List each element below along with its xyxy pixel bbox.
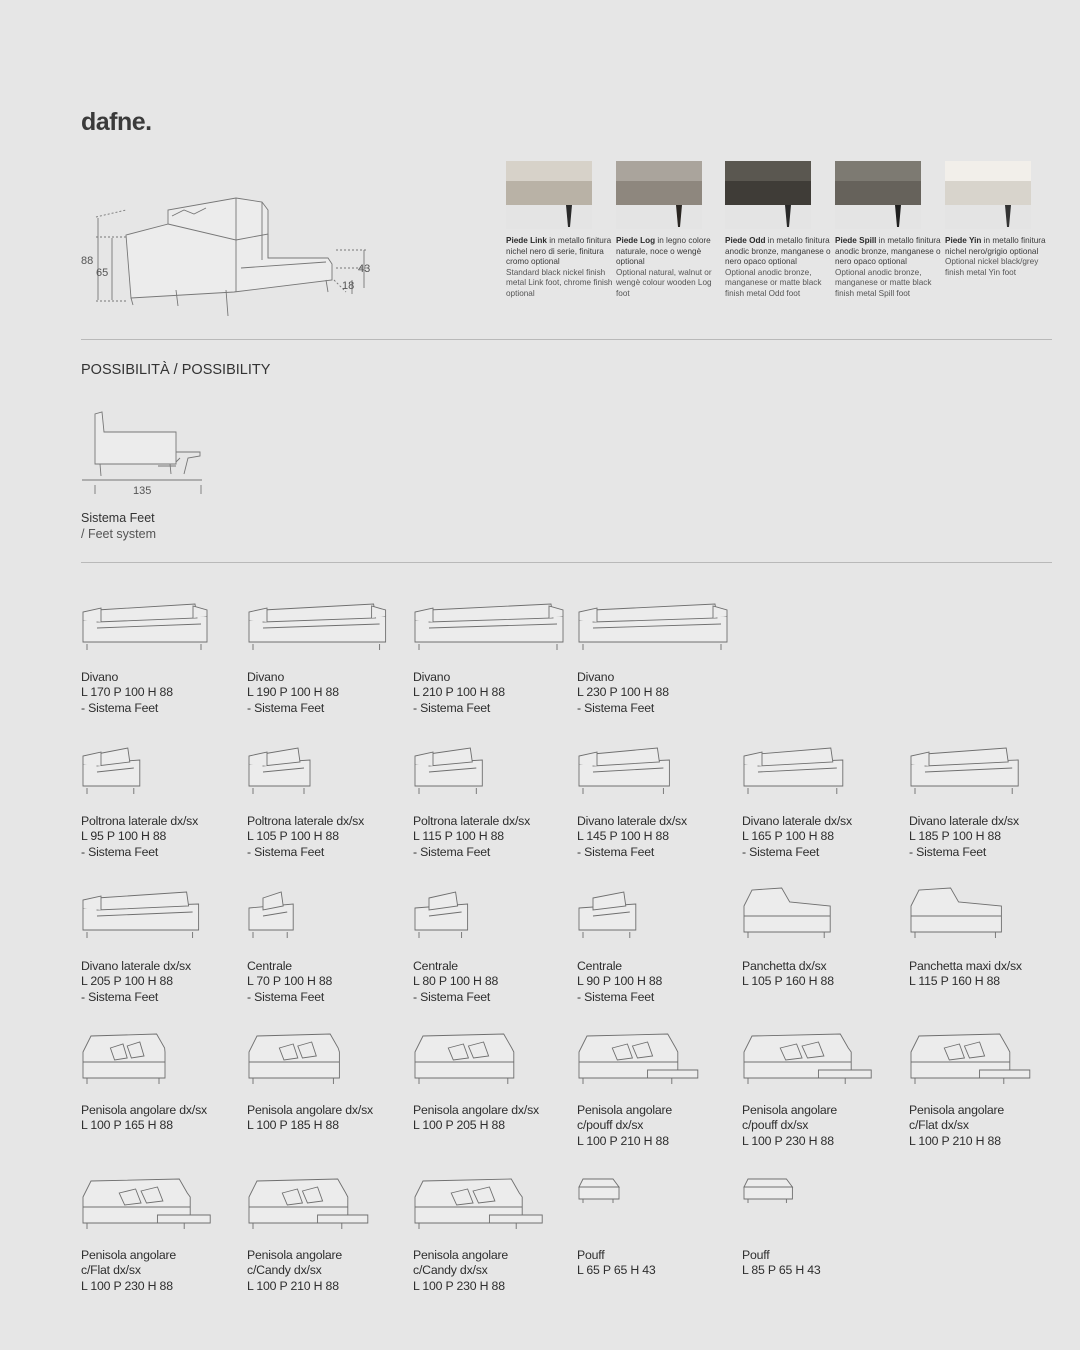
module-label-line: c/Flat dx/sx — [81, 1263, 141, 1278]
module-drawing — [247, 884, 407, 950]
module-label-line: L 80 P 100 H 88 — [413, 974, 499, 989]
module-drawing — [577, 596, 737, 662]
module-label — [742, 1103, 837, 1149]
foot-caption — [616, 236, 726, 299]
module-label-line: L 115 P 100 H 88 — [413, 829, 504, 844]
module-label — [909, 814, 1019, 860]
module-feet — [419, 788, 476, 794]
possibility-en: POSSIBILITY — [181, 362, 271, 378]
module-label-line: Penisola angolare dx/sx — [81, 1103, 207, 1117]
module-drawing — [742, 740, 902, 806]
module-label — [81, 959, 191, 1005]
module-drawing — [577, 884, 737, 950]
feet-system-label — [81, 510, 156, 542]
module-label-line: Divano laterale dx/sx — [577, 814, 687, 828]
module-label — [577, 670, 669, 716]
section-title-possibility — [81, 362, 270, 378]
module-line — [579, 1179, 619, 1187]
module-label-line: Penisola angolare — [413, 1248, 509, 1262]
module-label-line: L 100 P 230 H 88 — [742, 1133, 834, 1148]
module-label — [577, 1248, 656, 1279]
module-feet — [87, 932, 193, 938]
module-feet — [87, 1078, 159, 1084]
feet-system-dim: 135 — [133, 485, 152, 497]
module-feet — [748, 1078, 845, 1084]
module-line — [579, 1187, 619, 1199]
module-label-line: L 100 P 210 H 88 — [909, 1133, 1001, 1148]
module-label-line: Divano laterale dx/sx — [81, 959, 191, 973]
module-line — [83, 608, 101, 622]
module-feet — [87, 788, 134, 794]
module-label — [247, 959, 332, 1005]
module-label-line: L 165 P 100 H 88 — [742, 829, 834, 844]
module-line — [193, 606, 207, 618]
module-feet — [583, 1078, 672, 1084]
module-label-line: Divano — [81, 670, 119, 684]
module-label-line: L 65 P 65 H 43 — [577, 1263, 656, 1278]
foot-it: in legno colore naturale, noce o wengè optional — [616, 236, 711, 266]
module-label-line: - Sistema Feet — [577, 844, 655, 859]
module-label — [577, 959, 662, 1005]
module-label-line: Penisola angolare dx/sx — [247, 1103, 373, 1117]
module-line — [744, 1179, 792, 1187]
module-label-line: Centrale — [577, 959, 622, 973]
module-label-line: - Sistema Feet — [742, 844, 820, 859]
module-drawing — [413, 1175, 573, 1241]
module-label-line: Penisola angolare — [577, 1103, 673, 1117]
module-drawing — [577, 1030, 737, 1096]
module-feet — [583, 932, 630, 938]
dim-18: 18 — [342, 280, 355, 292]
module-feet — [583, 1199, 613, 1203]
foot-caption — [945, 236, 1055, 278]
module-drawing — [247, 740, 407, 806]
module-label — [742, 1248, 821, 1279]
feet-system-label-it: Sistema Feet — [81, 511, 155, 525]
module-label-line: Centrale — [413, 959, 458, 973]
foot-name: Piede Link — [506, 236, 547, 245]
module-feet — [915, 1078, 1004, 1084]
module-label-line: Pouff — [577, 1248, 605, 1262]
module-label — [577, 814, 687, 860]
possibility-sep: / — [169, 362, 182, 378]
foot-en: Optional anodic bronze, manganese or matte black finish metal Odd foot — [725, 267, 822, 298]
module-line — [489, 1215, 542, 1223]
module-label — [247, 814, 364, 860]
module-label — [247, 1248, 342, 1294]
module-line — [911, 752, 929, 766]
foot-it: in metallo finitura nichel nero/grigio optional — [945, 236, 1046, 256]
module-label-line: Poltrona laterale dx/sx — [413, 814, 531, 828]
module-feet — [748, 1199, 786, 1203]
foot-name: Piede Log — [616, 236, 656, 245]
module-feet — [253, 788, 304, 794]
module-drawing — [909, 740, 1069, 806]
module-line — [249, 752, 267, 766]
module-feet — [748, 788, 837, 794]
module-drawing — [81, 596, 241, 662]
module-label-line: c/pouff dx/sx — [742, 1118, 809, 1133]
module-drawing — [81, 1175, 241, 1241]
module-label-line: Penisola angolare dx/sx — [413, 1103, 539, 1117]
foot-en: Optional anodic bronze, manganese or matte black finish metal Spill foot — [835, 267, 932, 298]
module-label-line: Centrale — [247, 959, 292, 973]
foot-option-odd — [725, 161, 837, 299]
module-label-line: Divano — [247, 670, 285, 684]
foot-photo — [725, 161, 811, 229]
module-feet — [253, 1223, 342, 1229]
module-line — [744, 752, 762, 766]
module-feet — [253, 644, 380, 650]
module-label-line: - Sistema Feet — [413, 844, 491, 859]
module-line — [818, 1070, 871, 1078]
module-line — [372, 606, 386, 618]
foot-name: Piede Yin — [945, 236, 982, 245]
module-feet — [583, 644, 721, 650]
module-label-line: Penisola angolare — [909, 1103, 1005, 1117]
module-drawing — [81, 884, 241, 950]
module-drawing — [577, 1175, 737, 1241]
module-label — [247, 1103, 373, 1134]
module-label-line: c/pouff dx/sx — [577, 1118, 644, 1133]
module-label-line: - Sistema Feet — [81, 844, 159, 859]
module-label-line: L 100 P 205 H 88 — [413, 1118, 505, 1133]
module-label-line: L 90 P 100 H 88 — [577, 974, 663, 989]
module-label-line: Poltrona laterale dx/sx — [81, 814, 199, 828]
module-line — [579, 752, 597, 766]
module-label — [413, 814, 530, 860]
module-label-line: L 70 P 100 H 88 — [247, 974, 333, 989]
module-label-line: L 100 P 210 H 88 — [577, 1133, 669, 1148]
module-drawing — [413, 596, 573, 662]
foot-caption — [835, 236, 945, 299]
module-label-line: L 230 P 100 H 88 — [577, 685, 669, 700]
module-drawing — [413, 884, 573, 950]
foot-option-link — [506, 161, 618, 299]
module-drawing — [247, 596, 407, 662]
module-drawing — [742, 1030, 902, 1096]
module-label-line: L 95 P 100 H 88 — [81, 829, 167, 844]
foot-en: Standard black nickel finish metal Link foot, chrome finish optional — [506, 267, 613, 298]
module-feet — [419, 1078, 508, 1084]
module-feet — [419, 932, 462, 938]
module-label-line: Divano laterale dx/sx — [909, 814, 1019, 828]
module-label-line: L 170 P 100 H 88 — [81, 685, 173, 700]
module-feet — [87, 644, 201, 650]
module-line — [744, 888, 830, 932]
divider — [81, 339, 1052, 340]
module-line — [318, 1215, 368, 1223]
foot-option-yin — [945, 161, 1057, 278]
module-line — [549, 606, 563, 618]
module-label-line: L 205 P 100 H 88 — [81, 974, 173, 989]
module-label — [742, 959, 834, 990]
module-label-line: Divano — [413, 670, 451, 684]
module-label-line: L 105 P 100 H 88 — [247, 829, 339, 844]
foot-photo — [506, 161, 592, 229]
feet-system-drawing — [80, 408, 210, 498]
module-label-line: Pouff — [742, 1248, 770, 1262]
module-label-line: Divano laterale dx/sx — [742, 814, 852, 828]
module-drawing — [909, 1030, 1069, 1096]
module-label-line: Penisola angolare — [247, 1248, 343, 1262]
module-label-line: - Sistema Feet — [247, 989, 325, 1004]
module-drawing — [909, 884, 1069, 950]
foot-it: in metallo finitura anodic bronze, manganese o nero opaco optional — [725, 236, 831, 266]
possibility-it: POSSIBILITÀ — [81, 362, 170, 378]
module-label-line: L 100 P 165 H 88 — [81, 1118, 173, 1133]
module-feet — [915, 932, 995, 938]
foot-caption — [725, 236, 835, 299]
module-label — [413, 1248, 508, 1294]
module-line — [415, 608, 433, 622]
module-drawing — [413, 1030, 573, 1096]
module-line — [83, 752, 101, 766]
module-line — [579, 608, 597, 622]
module-line — [415, 752, 433, 766]
module-label — [81, 1248, 176, 1294]
module-line — [980, 1070, 1030, 1078]
module-feet — [253, 932, 287, 938]
module-label-line: - Sistema Feet — [81, 989, 159, 1004]
module-label — [81, 814, 198, 860]
dim-88: 88 — [81, 255, 94, 267]
module-label-line: Poltrona laterale dx/sx — [247, 814, 365, 828]
module-label-line: L 145 P 100 H 88 — [577, 829, 669, 844]
module-label-line: L 100 P 210 H 88 — [247, 1278, 339, 1293]
foot-it: in metallo finitura nichel nero di serie, finitura cromo optional — [506, 236, 612, 266]
module-label-line: Penisola angolare — [742, 1103, 838, 1117]
module-label — [742, 814, 852, 860]
module-label-line: - Sistema Feet — [909, 844, 987, 859]
foot-option-log — [616, 161, 728, 299]
module-label-line: c/Flat dx/sx — [909, 1118, 969, 1133]
module-line — [713, 606, 727, 618]
module-drawing — [413, 740, 573, 806]
module-label — [577, 1103, 672, 1149]
module-label-line: L 100 P 185 H 88 — [247, 1118, 339, 1133]
module-label — [247, 670, 339, 716]
module-feet — [253, 1078, 333, 1084]
module-feet — [748, 932, 824, 938]
module-line — [911, 888, 1001, 932]
module-drawing — [742, 1175, 902, 1241]
module-line — [249, 608, 267, 622]
module-drawing — [577, 740, 737, 806]
module-label — [413, 670, 505, 716]
foot-en: Optional natural, walnut or wengè colour wooden Log foot — [616, 267, 712, 298]
module-feet — [419, 1223, 516, 1229]
module-feet — [419, 644, 557, 650]
module-label-line: L 190 P 100 H 88 — [247, 685, 339, 700]
foot-option-spill — [835, 161, 947, 299]
module-label-line: - Sistema Feet — [413, 700, 491, 715]
dim-43: 43 — [358, 263, 371, 275]
module-feet — [915, 788, 1012, 794]
module-label-line: - Sistema Feet — [577, 989, 655, 1004]
foot-it: in metallo finitura anodic bronze, manganese o nero opaco optional — [835, 236, 941, 266]
module-label-line: - Sistema Feet — [577, 700, 655, 715]
module-label — [81, 670, 173, 716]
module-line — [157, 1215, 210, 1223]
module-label-line: L 185 P 100 H 88 — [909, 829, 1001, 844]
module-label — [909, 959, 1022, 990]
module-label-line: Divano — [577, 670, 615, 684]
feet-system-label-en: / Feet system — [81, 527, 157, 541]
module-label-line: L 100 P 230 H 88 — [413, 1278, 505, 1293]
module-label-line: - Sistema Feet — [247, 700, 325, 715]
module-label — [81, 1103, 207, 1134]
module-label-line: c/Candy dx/sx — [247, 1263, 322, 1278]
module-drawing — [81, 740, 241, 806]
module-feet — [87, 1223, 184, 1229]
module-label — [909, 1103, 1004, 1149]
module-label-line: L 115 P 160 H 88 — [909, 974, 1000, 989]
module-label — [413, 1103, 539, 1134]
module-label-line: L 85 P 65 H 43 — [742, 1263, 821, 1278]
foot-caption — [506, 236, 616, 299]
foot-photo — [835, 161, 921, 229]
module-drawing — [247, 1175, 407, 1241]
module-label-line: - Sistema Feet — [81, 700, 159, 715]
module-line — [83, 896, 101, 910]
module-feet — [583, 788, 663, 794]
module-drawing — [742, 884, 902, 950]
hero-armchair-drawing — [76, 180, 376, 320]
module-label-line: c/Candy dx/sx — [413, 1263, 488, 1278]
brand-logo: dafne. — [81, 108, 152, 136]
foot-name: Piede Odd — [725, 236, 766, 245]
module-label-line: - Sistema Feet — [413, 989, 491, 1004]
module-label-line: - Sistema Feet — [247, 844, 325, 859]
module-label-line: L 105 P 160 H 88 — [742, 974, 834, 989]
module-line — [648, 1070, 698, 1078]
module-line — [744, 1187, 792, 1199]
foot-name: Piede Spill — [835, 236, 877, 245]
module-label-line: L 100 P 230 H 88 — [81, 1278, 173, 1293]
module-drawing — [81, 1030, 241, 1096]
foot-photo — [616, 161, 702, 229]
module-label-line: L 210 P 100 H 88 — [413, 685, 505, 700]
module-label-line: Panchetta dx/sx — [742, 959, 827, 973]
foot-en: Optional nickel black/grey finish metal Yin foot — [945, 257, 1039, 277]
foot-photo — [945, 161, 1031, 229]
module-label-line: Panchetta maxi dx/sx — [909, 959, 1022, 973]
module-label — [413, 959, 498, 1005]
module-drawing — [247, 1030, 407, 1096]
module-label-line: Penisola angolare — [81, 1248, 177, 1262]
divider — [81, 562, 1052, 563]
dim-65: 65 — [96, 267, 109, 279]
